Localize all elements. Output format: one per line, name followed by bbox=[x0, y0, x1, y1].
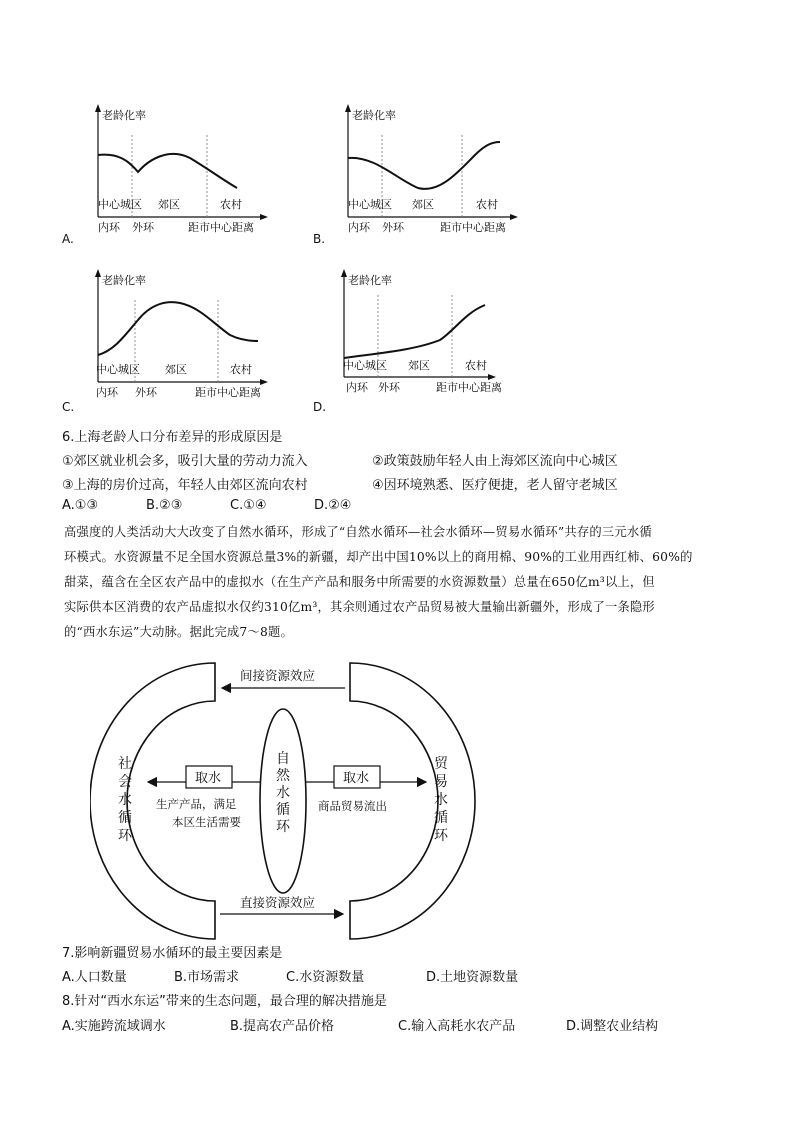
zone-suburb: 郊区 bbox=[408, 359, 430, 372]
tick-inner-ring: 内环 bbox=[346, 381, 368, 394]
x-label: 距市中心距离 bbox=[440, 221, 506, 234]
chart-b-letter: B. bbox=[313, 232, 326, 246]
zone-suburb: 郊区 bbox=[158, 198, 180, 211]
x-axis-arrow bbox=[510, 214, 518, 220]
y-axis-arrow bbox=[341, 269, 347, 277]
q6-statement-1: ①郊区就业机会多，吸引大量的劳动力流入 bbox=[62, 454, 308, 469]
zone-suburb: 郊区 bbox=[412, 198, 434, 211]
chart-c-letter: C. bbox=[62, 400, 75, 414]
zone-rural: 农村 bbox=[220, 198, 242, 211]
trade-cycle-label: 贸易水循环 bbox=[434, 756, 448, 844]
natural-cycle-ellipse bbox=[260, 709, 306, 893]
top-arrow-label: 间接资源效应 bbox=[240, 668, 316, 683]
q6-option-c[interactable]: C.①④ bbox=[230, 498, 267, 513]
q8-option-b[interactable]: B.提高农产品价格 bbox=[230, 1019, 335, 1034]
zone-center: 中心城区 bbox=[96, 363, 140, 376]
aging-curve bbox=[98, 302, 258, 355]
q7-option-c[interactable]: C.水资源数量 bbox=[286, 970, 365, 985]
x-label: 距市中心距离 bbox=[188, 221, 254, 234]
aging-curve bbox=[344, 305, 485, 358]
chart-d bbox=[340, 265, 520, 409]
q6-stem: 6.上海老龄人口分布差异的形成原因是 bbox=[62, 430, 283, 445]
tick-outer-ring: 外环 bbox=[382, 221, 404, 234]
q6-statement-4: ④因环境熟悉、医疗便捷，老人留守老城区 bbox=[372, 478, 618, 493]
tick-inner-ring: 内环 bbox=[98, 221, 120, 234]
passage-line-2: 环模式。水资源量不足全国水资源总量3%的新疆，却产出中国10%以上的商用棉、90%的工业用西红柿、60%的 bbox=[64, 550, 693, 564]
zone-rural: 农村 bbox=[230, 363, 252, 376]
q8-option-d[interactable]: D.调整农业结构 bbox=[566, 1019, 659, 1034]
q6-option-d[interactable]: D.②④ bbox=[314, 498, 352, 513]
right-box-label: 取水 bbox=[343, 771, 370, 786]
q6-statement-3: ③上海的房价过高，年轻人由郊区流向农村 bbox=[62, 478, 308, 493]
chart-b bbox=[340, 100, 520, 244]
tick-inner-ring: 内环 bbox=[348, 221, 370, 234]
chart-b-svg bbox=[340, 100, 520, 240]
q7-option-a[interactable]: A.人口数量 bbox=[62, 970, 127, 985]
passage bbox=[64, 520, 732, 645]
water-cycle-diagram bbox=[90, 658, 510, 944]
y-axis-arrow bbox=[95, 104, 101, 112]
q7-option-d[interactable]: D.土地资源数量 bbox=[426, 970, 519, 985]
zone-rural: 农村 bbox=[465, 359, 487, 372]
y-label: 老龄化率 bbox=[102, 109, 146, 122]
chart-c-svg bbox=[90, 265, 270, 405]
water-cycle-svg bbox=[90, 658, 510, 940]
q8-option-a[interactable]: A.实施跨流域调水 bbox=[62, 1019, 166, 1034]
zone-center: 中心城区 bbox=[348, 198, 392, 211]
natural-cycle-label: 自然水循环 bbox=[276, 751, 290, 835]
passage-line-3: 甜菜，蕴含在全区农产品中的虚拟水（在生产产品和服务中所需要的水资源数量）总量在650亿m³以上，但 bbox=[64, 575, 655, 589]
tick-inner-ring: 内环 bbox=[96, 386, 118, 399]
tick-outer-ring: 外环 bbox=[135, 386, 157, 399]
q7-stem: 7.影响新疆贸易水循环的最主要因素是 bbox=[62, 946, 283, 961]
y-label: 老龄化率 bbox=[348, 274, 392, 287]
y-label: 老龄化率 bbox=[352, 109, 396, 122]
left-box-label: 取水 bbox=[195, 771, 222, 786]
x-label: 距市中心距离 bbox=[436, 381, 502, 394]
q6-statement-2: ②政策鼓励年轻人由上海郊区流向中心城区 bbox=[372, 454, 618, 469]
x-label: 距市中心距离 bbox=[195, 386, 261, 399]
y-label: 老龄化率 bbox=[102, 274, 146, 287]
q8-stem: 8.针对“西水东运”带来的生态问题，最合理的解决措施是 bbox=[62, 994, 387, 1009]
q8-option-c[interactable]: C.输入高耗水农产品 bbox=[398, 1019, 516, 1034]
left-text-2: 本区生活需要 bbox=[172, 815, 241, 829]
bottom-arrow-label: 直接资源效应 bbox=[240, 895, 316, 910]
chart-d-letter: D. bbox=[313, 400, 327, 414]
zone-rural: 农村 bbox=[476, 198, 498, 211]
y-axis-arrow bbox=[95, 269, 101, 277]
chart-a-svg bbox=[90, 100, 270, 240]
aging-curve bbox=[348, 142, 500, 189]
aging-curve bbox=[98, 154, 237, 188]
tick-outer-ring: 外环 bbox=[378, 381, 400, 394]
zone-center: 中心城区 bbox=[343, 359, 387, 372]
chart-a-letter: A. bbox=[62, 232, 74, 246]
passage-line-5: 的“西水东运”大动脉。据此完成7～8题。 bbox=[64, 625, 293, 639]
chart-a bbox=[90, 100, 270, 244]
y-axis-arrow bbox=[345, 104, 351, 112]
tick-outer-ring: 外环 bbox=[132, 221, 154, 234]
zone-suburb: 郊区 bbox=[165, 363, 187, 376]
left-text-1: 生产产品，满足 bbox=[156, 797, 237, 811]
q7-option-b[interactable]: B.市场需求 bbox=[174, 970, 240, 985]
x-axis-arrow bbox=[488, 374, 496, 380]
chart-c bbox=[90, 265, 270, 409]
chart-d-svg bbox=[340, 265, 520, 405]
x-axis-arrow bbox=[260, 214, 268, 220]
right-text: 商品贸易流出 bbox=[318, 799, 387, 813]
q6-option-a[interactable]: A.①③ bbox=[62, 498, 99, 513]
x-axis-arrow bbox=[260, 379, 268, 385]
social-cycle-label: 社会水循环 bbox=[118, 756, 132, 844]
q6-option-b[interactable]: B.②③ bbox=[146, 498, 183, 513]
zone-center: 中心城区 bbox=[98, 198, 142, 211]
passage-line-4: 实际供本区消费的农产品虚拟水仅约310亿m³，其余则通过农产品贸易被大量输出新疆外，形成了一条隐形 bbox=[64, 600, 655, 614]
passage-line-1: 高强度的人类活动大大改变了自然水循环，形成了“自然水循环—社会水循环—贸易水循环”共存的三元水循 bbox=[64, 525, 652, 539]
